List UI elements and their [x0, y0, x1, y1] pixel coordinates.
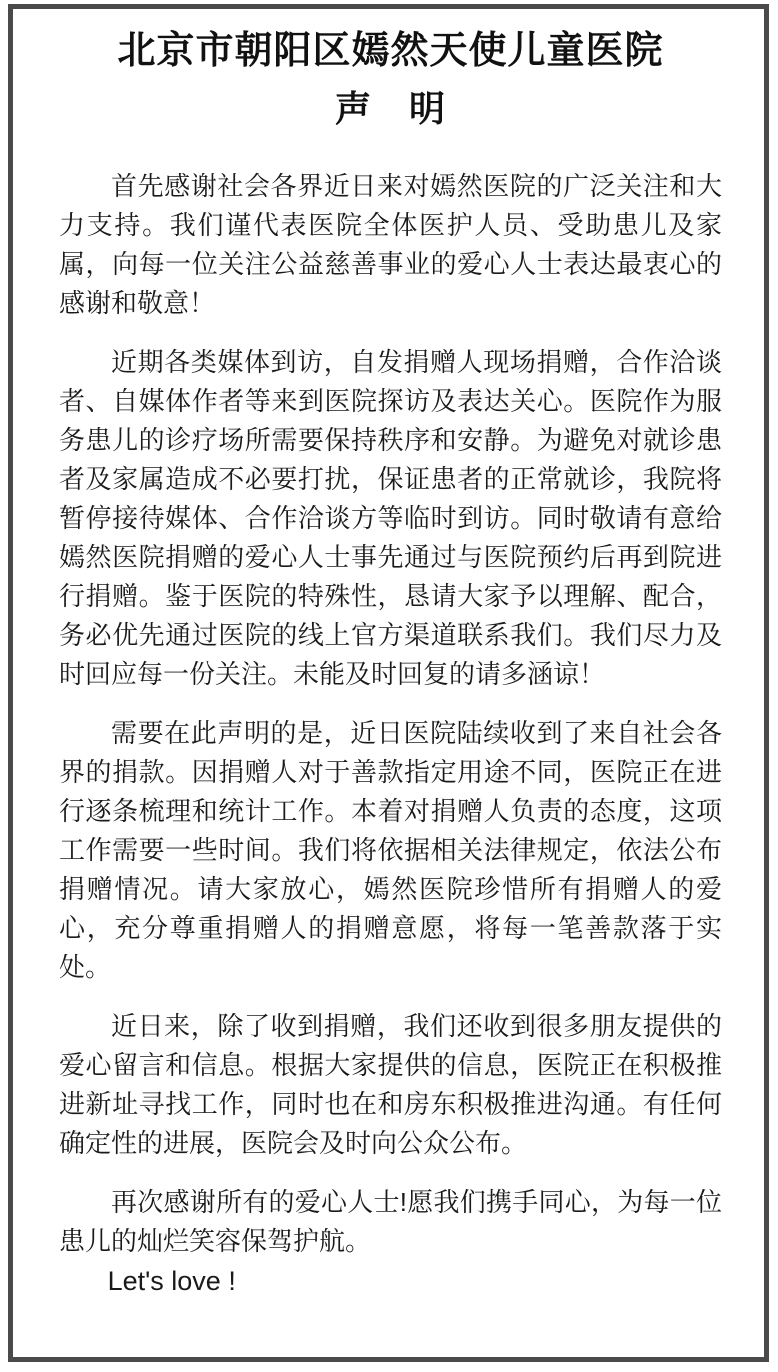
- statement-paragraph-thanks: 首先感谢社会各界近日来对嫣然医院的广泛关注和大力支持。我们谨代表医院全体医护人员、受助患儿及家属，向每一位关注公益慈善事业的爱心人士表达最衷心的感谢和敬意！: [59, 171, 722, 319]
- closing-line: Let's love !: [107, 1266, 236, 1297]
- statement-paragraph-visits: 近期各类媒体到访，自发捐赠人现场捐赠，合作洽谈者、自媒体作者等来到医院探访及表达关心。医院作为服务患儿的诊疗场所需要保持秩序和安静。为避免对就诊患者及家属造成不必要打扰，保证患者的正常就诊，我院将暂停接待媒体、合作洽谈方等临时到访。同时敬请有意给嫣然医院捐赠的爱心人士事先通过与医院预约后再到院进行捐赠。鉴于医院的特殊性，恳请大家予以理解、配合，务必优先通过医院的线上官方渠道联系我们。我们尽力及时回应每一份关注。未能及时回复的请多涵谅！: [59, 347, 722, 690]
- statement-paragraph-closing-thanks: 再次感谢所有的爱心人士!愿我们携手同心，为每一位患儿的灿烂笑容保驾护航。: [59, 1187, 722, 1257]
- statement-heading: 声 明: [334, 88, 446, 130]
- statement-paragraph-relocation: 近日来，除了收到捐赠，我们还收到很多朋友提供的爱心留言和信息。根据大家提供的信息，医院正在积极推进新址寻找工作，同时也在和房东积极推进沟通。有任何确定性的进展，医院会及时向公众公布。: [59, 1011, 722, 1159]
- statement-border-frame: [8, 4, 769, 1362]
- statement-content: [13, 9, 764, 1301]
- hospital-name-title: 北京市朝阳区嫣然天使儿童医院: [117, 30, 664, 72]
- statement-paragraph-donations: 需要在此声明的是，近日医院陆续收到了来自社会各界的捐款。因捐赠人对于善款指定用途不同，医院正在进行逐条梳理和统计工作。本着对捐赠人负责的态度，这项工作需要一些时间。我们将依据相关法律规定，依法公布捐赠情况。请大家放心，嫣然医院珍惜所有捐赠人的爱心，充分尊重捐赠人的捐赠意愿，将每一笔善款落于实处。: [59, 718, 722, 983]
